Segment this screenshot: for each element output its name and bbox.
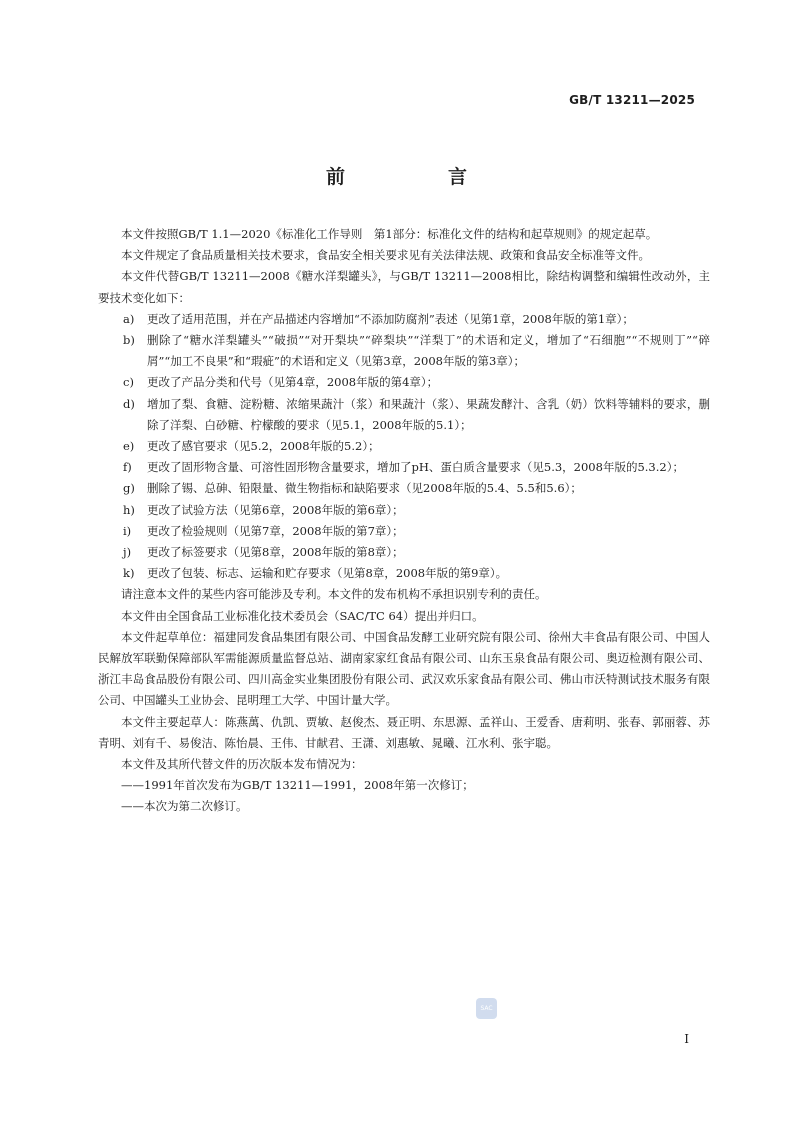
drafters: 本文件主要起草人：陈燕萬、仇凯、贾敏、赵俊杰、聂正明、东思源、孟祥山、王爱香、唐莉明、张春、郭丽蓉、苏青明、刘有千、易俊洁、陈怡晨、王伟、甘献君、王潇、刘惠敏、晁曦、江水利、张宇聪。	[98, 714, 710, 750]
standard-code: GB/T 13211—2025	[569, 93, 695, 107]
list-item	[98, 542, 710, 563]
changes-list	[98, 309, 710, 585]
list-item	[98, 372, 710, 393]
list-marker: c)	[123, 375, 134, 390]
page-title: 前 言	[325, 166, 509, 188]
list-item	[98, 309, 710, 330]
list-text: 更改了检验规则（见第7章，2008年版的第7章）；	[147, 523, 404, 538]
list-marker: h)	[123, 502, 135, 517]
paragraph: 本文件按照GB/T 1.1—2020《标准化工作导则 第1部分：标准化文件的结构和起草规则》的规定起草。	[121, 227, 658, 241]
paragraph: 本文件代替GB/T 13211—2008《糖水洋梨罐头》，与GB/T 13211—2008相比，除结构调整和编辑性改动外，主要技术变化如下：	[98, 269, 710, 305]
list-marker: a)	[123, 311, 135, 326]
patent-notice: 请注意本文件的某些内容可能涉及专利。本文件的发布机构不承担识别专利的责任。	[121, 587, 547, 602]
paragraph: 本文件规定了食品质量相关技术要求，食品安全相关要求见有关法律法规、政策和食品安全标准等文件。	[121, 248, 650, 263]
drafting-organizations: 本文件起草单位：福建同发食品集团有限公司、中国食品发酵工业研究院有限公司、徐州大丰食品有限公司、中国人民解放军联勤保障部队军需能源质量监督总站、湖南家家红食品有限公司、山东玉泉食品有限公司、奥迈检测有限公司、浙江丰岛食品股份有限公司、四川高金实业集团股份有限公司、武汉欢乐家食品有限公司、佛山市沃特测试技术服务有限公司、中国罐头工业协会、昆明理工大学、中国计量大学。	[98, 629, 710, 708]
list-item	[98, 521, 710, 542]
list-marker: e)	[123, 439, 135, 454]
list-text: 增加了梨、食糖、淀粉糖、浓缩果蔬汁（浆）和果蔬汁（浆）、果蔬发酵汁、含乳（奶）饮料等辅料的要求，删除了洋梨、白砂糖、柠檬酸的要求（见5.1，2008年版的5.1）；	[147, 396, 710, 432]
list-text: 更改了适用范围，并在产品描述内容增加“不添加防腐剂”表述（见第1章，2008年版的第1章）；	[147, 311, 634, 326]
list-text: 更改了产品分类和代号（见第4章，2008年版的第4章）；	[147, 375, 439, 390]
list-text: 更改了标签要求（见第8章，2008年版的第8章）；	[147, 545, 404, 560]
history-item: ——本次为第二次修订。	[121, 799, 248, 814]
list-text: 更改了试验方法（见第6章，2008年版的第6章）；	[147, 502, 404, 517]
list-item	[98, 563, 710, 584]
list-text: 删除了“糖水洋梨罐头”“破损”“对开梨块”“碎梨块”“洋梨丁”的术语和定义，增加了“石细胞”“不规则丁”“碎屑”“加工不良果”和“瑕疵”的术语和定义（见第3章，2008年版的第3章）；	[147, 333, 710, 369]
list-item	[98, 330, 710, 372]
history-item: ——1991年首次发布为GB/T 13211—1991，2008年第一次修订；	[121, 778, 474, 793]
list-item	[98, 457, 710, 478]
list-marker: k)	[123, 566, 135, 581]
sac-watermark-logo: SAC	[476, 998, 497, 1019]
page-number: I	[684, 1032, 689, 1046]
list-text: 更改了包装、标志、运输和贮存要求（见第8章，2008年版的第9章）。	[147, 566, 508, 581]
list-marker: d)	[123, 396, 135, 411]
list-marker: b)	[123, 333, 135, 348]
list-marker: i)	[123, 523, 132, 538]
list-marker: f)	[123, 460, 132, 475]
history-intro: 本文件及其所代替文件的历次版本发布情况为：	[121, 757, 363, 772]
list-item	[98, 500, 710, 521]
list-item	[98, 436, 710, 457]
list-text: 更改了固形物含量、可溶性固形物含量要求，增加了pH、蛋白质含量要求（见5.3，2008年版的5.3.2）；	[147, 460, 684, 475]
list-text: 删除了锡、总砷、铅限量、微生物指标和缺陷要求（见2008年版的5.4、5.5和5.6）；	[147, 481, 582, 496]
list-marker: j)	[123, 545, 132, 560]
list-text: 更改了感官要求（见5.2，2008年版的5.2）；	[147, 439, 380, 454]
list-item	[98, 478, 710, 499]
document-body	[98, 224, 710, 818]
proposing-committee: 本文件由全国食品工业标准化技术委员会（SAC/TC 64）提出并归口。	[121, 608, 484, 623]
list-marker: g)	[123, 481, 135, 496]
list-item	[98, 394, 710, 436]
